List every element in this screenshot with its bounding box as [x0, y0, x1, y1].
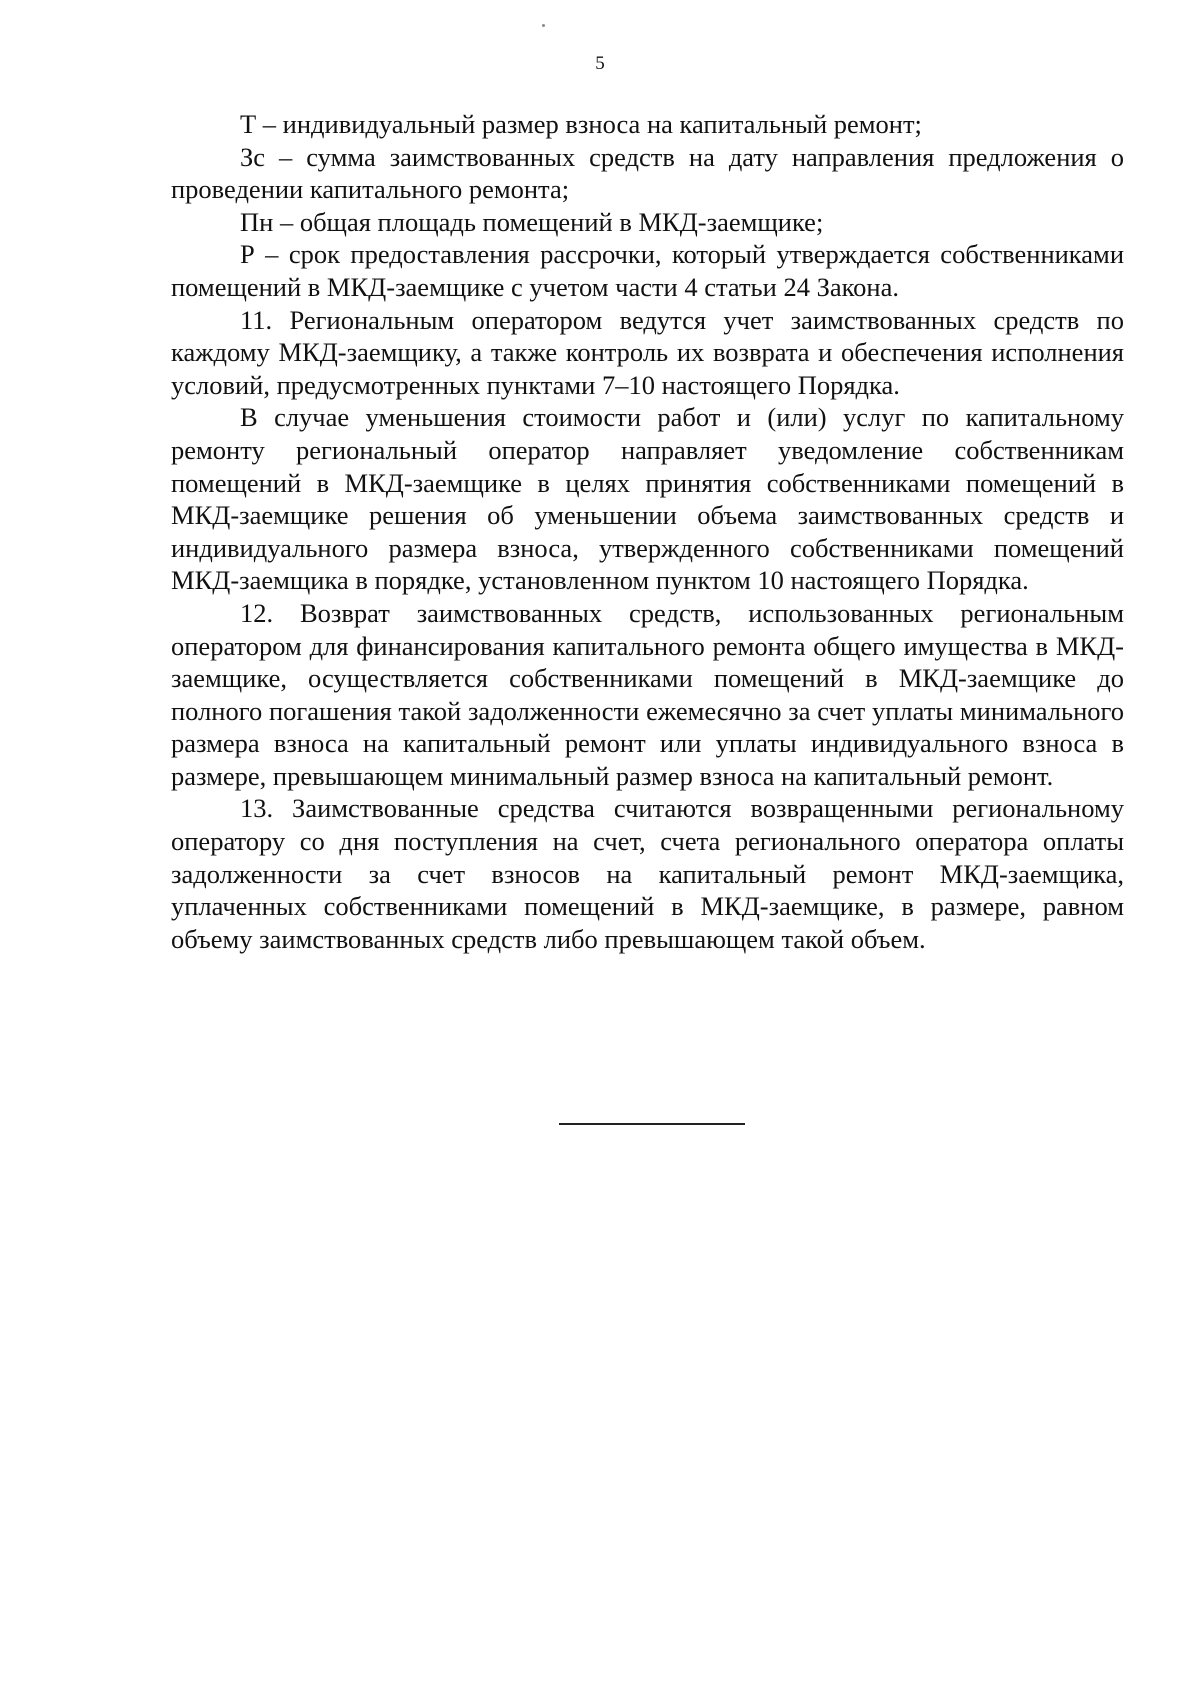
page-number: 5	[595, 53, 605, 74]
clause-11-paragraph-2: В случае уменьшения стоимости работ и (или) услуг по капитальному ремонту региональный оператор направляет уведомление собственникам помещений в МКД-заемщике в целях принятия собственниками помещений в МКД-заемщике решения об уменьшении объема заимствованных средств и индивидуального размера взноса, утвержденного собственниками помещений МКД-заемщика в порядке, установленном пунктом 10 настоящего Порядка.	[171, 402, 1124, 596]
definition-t: Т – индивидуальный размер взноса на капитальный ремонт;	[240, 109, 922, 139]
document-body	[171, 108, 1124, 955]
clause-11: 11. Региональным оператором ведутся учет заимствованных средств по каждому МКД-заемщику, а также контроль их возврата и обеспечения исполнения условий, предусмотренных пунктами 7–10 настоящего Порядка.	[171, 304, 1124, 400]
scan-speck	[542, 24, 545, 27]
definition-r: Р – срок предоставления рассрочки, который утверждается собственниками помещений в МКД-заемщике с учетом части 4 статьи 24 Закона.	[171, 239, 1124, 302]
definition-zs: Зс – сумма заимствованных средств на дату направления предложения о проведении капитального ремонта;	[171, 141, 1124, 205]
end-of-text-rule	[559, 1123, 745, 1125]
clause-13: 13. Заимствованные средства считаются возвращенными региональному оператору со дня поступления на счет, счета регионального оператора оплаты задолженности за счет взносов на капитальный ремонт МКД-заемщика, уплаченных собственниками помещений в МКД-заемщике, в размере, равном объему заимствованных средств либо превышающем такой объем.	[171, 793, 1124, 954]
definition-pn: Пн – общая площадь помещений в МКД-заемщике;	[240, 206, 824, 237]
clause-12: 12. Возврат заимствованных средств, использованных региональным оператором для финансирования капитального ремонта общего имущества в МКД-заемщике, осуществляется собственниками помещений в МКД-заемщике до полного погашения такой задолженности ежемесячно за счет уплаты минимального размера взноса на капитальный ремонт или уплаты индивидуального взноса в размере, превышающем минимальный размер взноса на капитальный ремонт.	[171, 597, 1124, 791]
